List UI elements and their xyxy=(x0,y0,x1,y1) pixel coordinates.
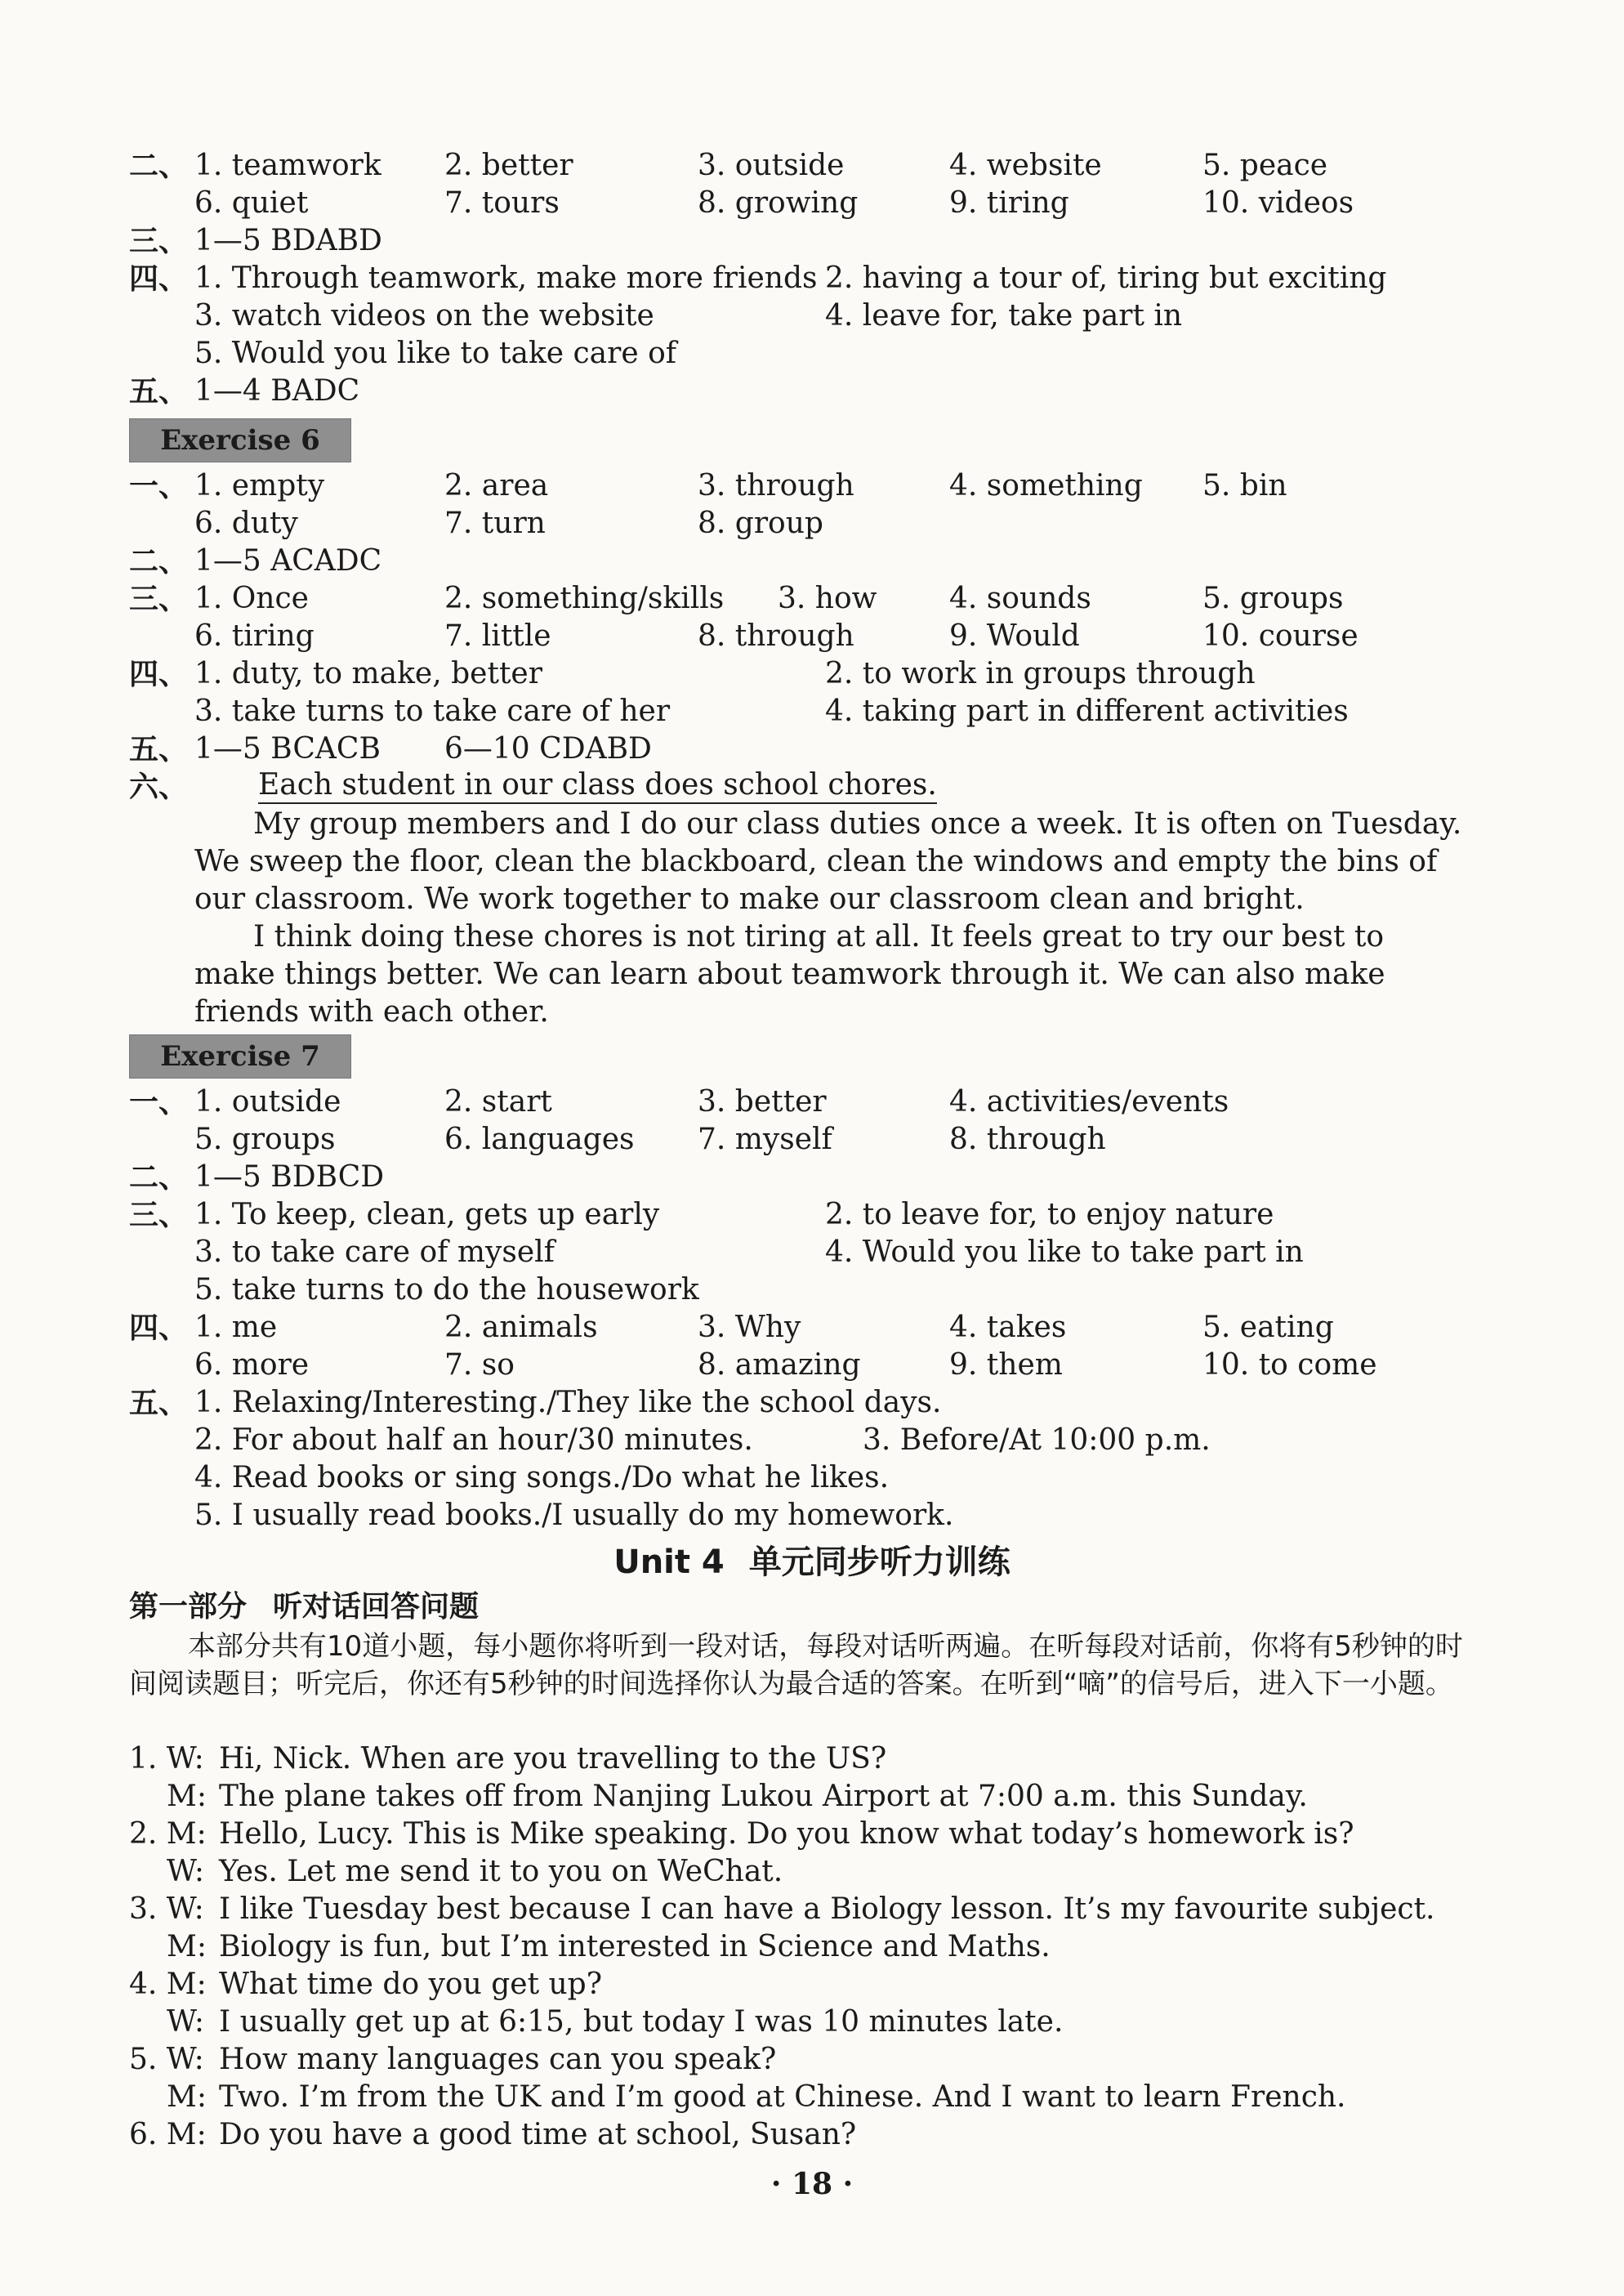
answer-line xyxy=(0,1196,1624,1234)
answer-line xyxy=(0,297,1624,335)
answer-item: 5. bin xyxy=(1202,469,1287,503)
question-number: 一、 xyxy=(129,469,189,503)
answer-line xyxy=(0,1347,1624,1384)
question-number: 四、 xyxy=(129,1311,189,1345)
answer-item: 1—5 ACADC xyxy=(194,544,382,578)
question-number: 五、 xyxy=(129,732,189,766)
answer-line xyxy=(0,467,1624,505)
answer-line xyxy=(0,335,1624,373)
answer-item: 3. take turns to take care of her xyxy=(194,695,671,728)
answer-item: 9. tiring xyxy=(949,186,1069,220)
speaker-label: 5. W: xyxy=(129,2043,204,2076)
answer-item: 6. languages xyxy=(444,1123,635,1156)
answer-item: 8. group xyxy=(698,507,823,540)
answer-item: 4. leave for, take part in xyxy=(825,299,1183,333)
answer-item: 8. through xyxy=(949,1123,1106,1156)
answer-item: 8. through xyxy=(698,619,854,653)
answer-item: 7. so xyxy=(444,1348,515,1382)
answer-line xyxy=(0,1497,1624,1534)
answer-item: 6. duty xyxy=(194,507,298,540)
writing-paragraph: My group members and I do our class duties once a week. It is often on Tuesday. We sweep the floor, clean the blackboard, clean the windows and empty the bins of our classroom. We work together to make our classroom clean and bright. xyxy=(194,807,1462,916)
answer-line xyxy=(0,373,1624,410)
answer-line xyxy=(0,543,1624,580)
answer-line xyxy=(0,147,1624,185)
question-number: 一、 xyxy=(129,1085,189,1119)
answer-item: 4. taking part in different activities xyxy=(825,695,1349,728)
answer-line xyxy=(0,1384,1624,1422)
speaker-label: M: xyxy=(167,1780,207,1813)
question-number: 二、 xyxy=(129,1160,189,1195)
answer-item: 6. quiet xyxy=(194,186,309,220)
dialogue-text: Biology is fun, but I’m interested in Science and Maths. xyxy=(219,1930,1051,1963)
answer-item: 3. watch videos on the website xyxy=(194,299,654,333)
answer-item: 9. them xyxy=(949,1348,1063,1382)
answer-item: 1—4 BADC xyxy=(194,374,360,408)
answer-line xyxy=(0,1459,1624,1497)
question-number: 三、 xyxy=(129,582,189,616)
speaker-label: 6. M: xyxy=(129,2118,207,2151)
speaker-label: 4. M: xyxy=(129,1968,207,2001)
answer-line xyxy=(0,1422,1624,1459)
answer-item: 4. Would you like to take part in xyxy=(825,1235,1304,1269)
answer-item: 3. how xyxy=(778,582,877,615)
question-number: 三、 xyxy=(129,224,189,258)
answer-item: 1. Once xyxy=(194,582,309,615)
section-heading xyxy=(129,1588,479,1626)
answer-item: 2. to leave for, to enjoy nature xyxy=(825,1198,1274,1231)
question-number: 三、 xyxy=(129,1198,189,1232)
answer-item: 3. Why xyxy=(698,1311,801,1344)
answer-item: 4. activities/events xyxy=(949,1085,1229,1119)
question-number: 二、 xyxy=(129,149,189,183)
dialogue-text: How many languages can you speak? xyxy=(219,2043,777,2076)
answer-item: 1—5 BDBCD xyxy=(194,1160,385,1194)
answer-item: 10. to come xyxy=(1202,1348,1377,1382)
speaker-label: M: xyxy=(167,2080,207,2114)
answer-item: 5. take turns to do the housework xyxy=(194,1273,699,1307)
answer-item: 9. Would xyxy=(949,619,1080,653)
instructions-paragraph: 本部分共有10道小题，每小题你将听到一段对话，每段对话听两遍。在听每段对话前，你将有5秒钟的时间阅读题目；听完后，你还有5秒钟的时间选择你认为最合适的答案。在听到“嘀”的信号后，进入下一小题。 xyxy=(129,1630,1463,1700)
answer-line xyxy=(0,1309,1624,1347)
answer-item: 6—10 CDABD xyxy=(444,732,652,766)
answer-item: 2. to work in groups through xyxy=(825,657,1256,690)
answer-line xyxy=(0,618,1624,655)
question-number: 五、 xyxy=(129,1386,189,1420)
answer-item: 1. Relaxing/Interesting./They like the school days. xyxy=(194,1386,942,1419)
answer-item: 10. videos xyxy=(1202,186,1354,220)
dialogue-text: Two. I’m from the UK and I’m good at Chinese. And I want to learn French. xyxy=(219,2080,1346,2114)
answer-line xyxy=(0,1159,1624,1196)
answer-line xyxy=(0,222,1624,260)
answer-item: 7. little xyxy=(444,619,551,653)
speaker-label: W: xyxy=(167,1855,205,1888)
answer-item: 2. start xyxy=(444,1085,552,1119)
answer-item: 7. tours xyxy=(444,186,560,220)
answer-item: 1. Through teamwork, make more friends xyxy=(194,261,818,295)
answer-item: 2. better xyxy=(444,149,573,182)
answer-item: 3. better xyxy=(698,1085,827,1119)
unit-number: Unit 4 xyxy=(613,1543,725,1581)
dialogue-text: The plane takes off from Nanjing Lukou Airport at 7:00 a.m. this Sunday. xyxy=(219,1780,1308,1813)
answer-item: 2. For about half an hour/30 minutes. xyxy=(194,1423,753,1457)
answer-item: 6. tiring xyxy=(194,619,315,653)
answer-item: 1. me xyxy=(194,1311,278,1344)
answer-line xyxy=(0,185,1624,222)
speaker-label: 3. W: xyxy=(129,1892,204,1926)
writing-title: Each student in our class does school chores. xyxy=(258,768,937,804)
answer-line xyxy=(0,1234,1624,1271)
answer-item: 8. growing xyxy=(698,186,859,220)
question-number: 四、 xyxy=(129,261,189,296)
answer-item: 3. outside xyxy=(698,149,845,182)
answer-line xyxy=(0,505,1624,543)
speaker-label: 1. W: xyxy=(129,1742,204,1776)
answer-item: 3. through xyxy=(698,469,854,503)
answer-item: 5. peace xyxy=(1202,149,1328,182)
answer-item: 10. course xyxy=(1202,619,1359,653)
answer-item: 5. eating xyxy=(1202,1311,1334,1344)
question-number: 六、 xyxy=(129,770,189,804)
answer-item: 5. groups xyxy=(1202,582,1344,615)
answer-line xyxy=(0,730,1624,768)
answer-line xyxy=(0,1121,1624,1159)
dialogue-text: I usually get up at 6:15, but today I was 10 minutes late. xyxy=(219,2005,1064,2039)
question-number: 二、 xyxy=(129,544,189,578)
answer-item: 2. animals xyxy=(444,1311,598,1344)
dialogue-text: Hi, Nick. When are you travelling to the US? xyxy=(219,1742,887,1776)
answer-item: 1. duty, to make, better xyxy=(194,657,542,690)
writing-heading-line xyxy=(0,768,1624,806)
unit-title xyxy=(0,1541,1624,1584)
speaker-label: W: xyxy=(167,2005,205,2039)
answer-item: 5. I usually read books./I usually do my homework. xyxy=(194,1499,954,1532)
answer-item: 8. amazing xyxy=(698,1348,861,1382)
unit-subtitle: 单元同步听力训练 xyxy=(748,1543,1011,1581)
page-number: · 18 · xyxy=(770,2167,854,2201)
question-number: 五、 xyxy=(129,374,189,409)
answer-line xyxy=(0,260,1624,297)
answer-item: 1. empty xyxy=(194,469,325,503)
section-name: 听对话回答问题 xyxy=(273,1590,480,1624)
answer-item: 4. something xyxy=(949,469,1143,503)
answer-item: 2. something/skills xyxy=(444,582,725,615)
writing-paragraph: I think doing these chores is not tiring at all. It feels great to try our best to make things better. We can learn about teamwork through it. We can also make friends with each other. xyxy=(194,920,1385,1029)
speaker-label: 2. M: xyxy=(129,1817,207,1851)
answer-item: 1—5 BDABD xyxy=(194,224,382,257)
dialogue-text: Hello, Lucy. This is Mike speaking. Do you know what today’s homework is? xyxy=(219,1817,1354,1851)
answer-item: 4. takes xyxy=(949,1311,1067,1344)
dialogue-text: Do you have a good time at school, Susan? xyxy=(219,2118,857,2151)
dialogue-text: What time do you get up? xyxy=(219,1968,603,2001)
dialogue-text: Yes. Let me send it to you on WeChat. xyxy=(219,1855,783,1888)
answer-item: 5. groups xyxy=(194,1123,336,1156)
question-number: 四、 xyxy=(129,657,189,691)
speaker-label: M: xyxy=(167,1930,207,1963)
exercise-7-heading: Exercise 7 xyxy=(129,1034,351,1079)
answer-item: 3. Before/At 10:00 p.m. xyxy=(863,1423,1211,1457)
answer-line xyxy=(0,1271,1624,1309)
answer-item: 5. Would you like to take care of xyxy=(194,337,677,370)
dialogue-text: I like Tuesday best because I can have a Biology lesson. It’s my favourite subject. xyxy=(219,1892,1435,1926)
answer-item: 1. To keep, clean, gets up early xyxy=(194,1198,660,1231)
section-number: 第一部分 xyxy=(129,1590,248,1624)
answer-item: 7. turn xyxy=(444,507,546,540)
answer-line xyxy=(0,580,1624,618)
answer-item: 4. Read books or sing songs./Do what he likes. xyxy=(194,1461,890,1494)
answer-item: 7. myself xyxy=(698,1123,832,1156)
answer-item: 1. outside xyxy=(194,1085,341,1119)
answer-line xyxy=(0,655,1624,693)
answer-item: 6. more xyxy=(194,1348,310,1382)
answer-item: 2. having a tour of, tiring but exciting xyxy=(825,261,1387,295)
answer-item: 1—5 BCACB xyxy=(194,732,381,766)
answer-item: 4. sounds xyxy=(949,582,1091,615)
answer-item: 1. teamwork xyxy=(194,149,381,182)
answer-line xyxy=(0,1083,1624,1121)
answer-item: 4. website xyxy=(949,149,1102,182)
answer-line xyxy=(0,693,1624,730)
answer-item: 2. area xyxy=(444,469,549,503)
exercise-6-heading: Exercise 6 xyxy=(129,418,351,462)
answer-item: 3. to take care of myself xyxy=(194,1235,555,1269)
